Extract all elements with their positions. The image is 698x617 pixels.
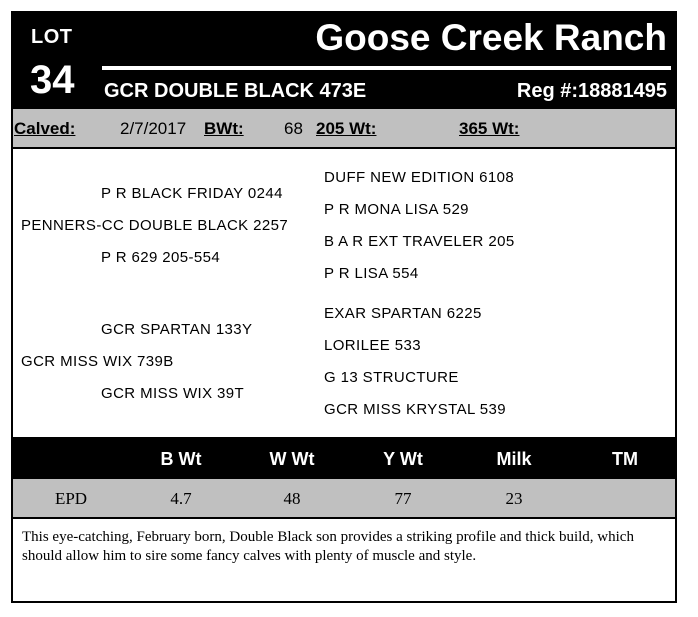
pedigree-ds-dam: LORILEE 533 (324, 337, 421, 354)
pedigree-dd-dam: GCR MISS KRYSTAL 539 (324, 401, 506, 418)
pedigree-sire-sire: P R BLACK FRIDAY 0244 (101, 185, 283, 202)
lot-label: LOT (31, 26, 73, 48)
epd-values-row (13, 479, 675, 519)
epd-header-wwt: W Wt (269, 449, 315, 469)
epd-header-tm: TM (612, 449, 638, 469)
pedigree-sire-dam: P R 629 205-554 (101, 249, 221, 266)
epd-value-bwt: 4.7 (170, 489, 192, 508)
wt205-label: 205 Wt: (316, 119, 377, 138)
lot-number: 34 (30, 58, 75, 102)
bwt-label: BWt: (204, 119, 244, 138)
header-divider (102, 66, 671, 70)
lot-card (11, 11, 677, 603)
epd-header-ywt: Y Wt (383, 449, 423, 469)
epd-value-ywt: 77 (394, 489, 412, 508)
epd-header-bwt: B Wt (160, 449, 202, 469)
pedigree-sire: PENNERS-CC DOUBLE BLACK 2257 (21, 217, 289, 234)
ranch-name: Goose Creek Ranch (315, 17, 667, 58)
lot-header (13, 13, 675, 109)
pedigree (13, 149, 675, 435)
lot-description: This eye-catching, February born, Double Black son provides a striking profile and thick build, which should allow him to sire some fancy calves with plenty of muscle and style. (22, 529, 634, 564)
calved-label: Calved: (14, 119, 76, 138)
epd-row-label: EPD (54, 489, 88, 508)
pedigree-sd-sire: B A R EXT TRAVELER 205 (324, 233, 515, 250)
epd-value-wwt: 48 (283, 489, 301, 508)
epd-value-milk: 23 (505, 489, 523, 508)
animal-name: GCR DOUBLE BLACK 473E (104, 80, 367, 102)
pedigree-dam: GCR MISS WIX 739B (21, 353, 174, 370)
pedigree-ss-dam: P R MONA LISA 529 (324, 201, 469, 218)
wt365-label: 365 Wt: (459, 119, 520, 138)
calved-value: 2/7/2017 (120, 119, 187, 138)
pedigree-sd-dam: P R LISA 554 (324, 265, 419, 282)
pedigree-ss-sire: DUFF NEW EDITION 6108 (324, 169, 515, 186)
birth-info-bar (13, 109, 675, 149)
bwt-value: 68 (284, 119, 303, 138)
pedigree-ds-sire: EXAR SPARTAN 6225 (324, 305, 482, 322)
registration-number: Reg #:18881495 (516, 80, 667, 102)
epd-header-milk: Milk (496, 449, 532, 469)
pedigree-dam-sire: GCR SPARTAN 133Y (101, 321, 253, 338)
pedigree-dd-sire: G 13 STRUCTURE (324, 369, 459, 386)
epd-header-row (13, 437, 675, 479)
pedigree-dam-dam: GCR MISS WIX 39T (101, 385, 245, 402)
